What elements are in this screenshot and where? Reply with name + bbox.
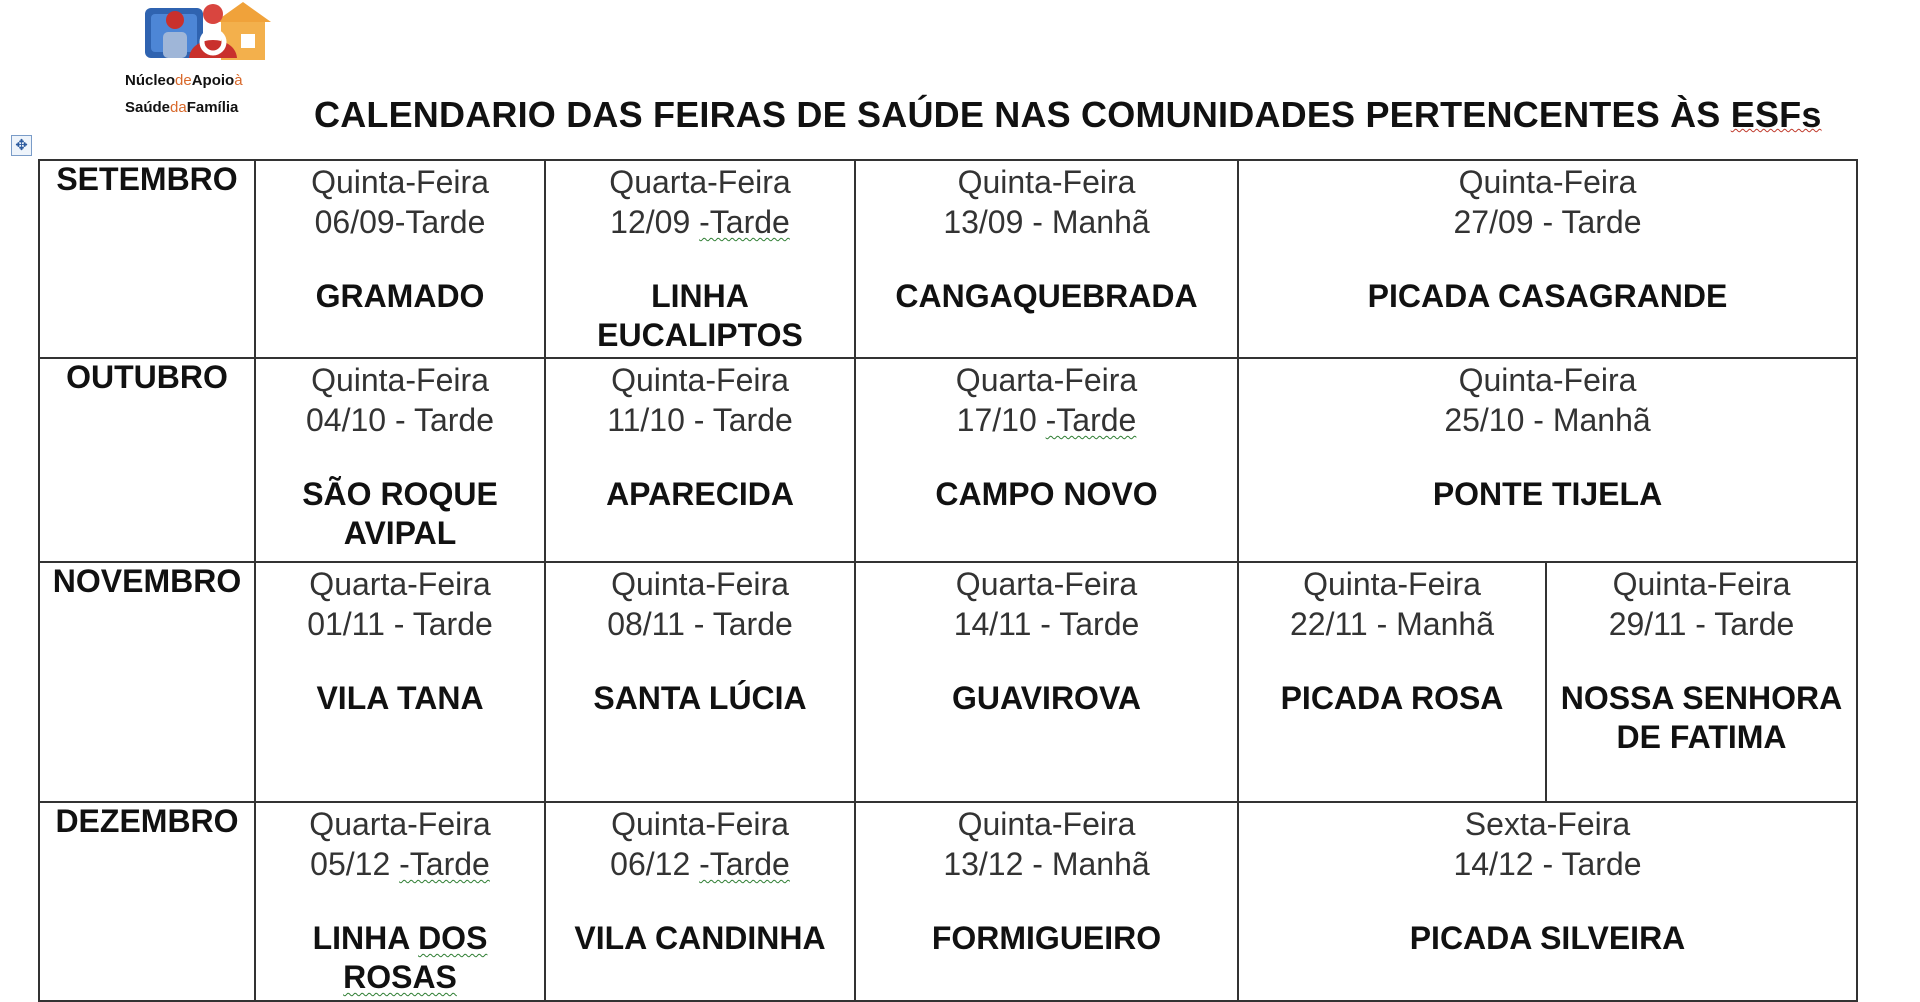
event-cell: [255, 160, 545, 358]
event-weekday: Quinta-Feira: [611, 566, 789, 602]
event-cell: [855, 562, 1238, 802]
event-date: 13/12 - Manhã: [943, 846, 1150, 882]
table-move-handle-icon[interactable]: ✥: [11, 135, 32, 156]
event-date: 12/09 -Tarde: [610, 204, 790, 240]
event-date: 29/11 - Tarde: [1608, 606, 1795, 642]
event-date: 17/10 -Tarde: [956, 402, 1137, 438]
event-weekday: Quarta-Feira: [309, 566, 491, 602]
month-label: SETEMBRO: [39, 160, 255, 358]
event-location: VILA CANDINHA: [574, 920, 826, 956]
event-location: LINHA DOS ROSAS: [312, 920, 488, 995]
document-title: CALENDARIO DAS FEIRAS DE SAÚDE NAS COMUNIDADES PERTENCENTES ÀS ESFs: [314, 94, 1822, 135]
event-date: 11/10 - Tarde: [607, 402, 793, 438]
event-date: 14/12 - Tarde: [1453, 846, 1642, 882]
event-weekday: Quinta-Feira: [1612, 566, 1791, 602]
event-cell: [545, 802, 855, 1001]
event-cell: [545, 562, 855, 802]
event-location: PICADA SILVEIRA: [1409, 920, 1686, 956]
event-cell: [255, 802, 545, 1001]
event-date: 27/09 - Tarde: [1453, 204, 1642, 240]
event-weekday: Quinta-Feira: [957, 806, 1136, 842]
event-weekday: Quarta-Feira: [955, 362, 1138, 398]
event-date: 06/12 -Tarde: [610, 846, 790, 882]
event-cell: [545, 358, 855, 562]
family-house-logo-icon: [143, 0, 278, 68]
event-weekday: Quinta-Feira: [957, 164, 1136, 200]
event-location: PICADA CASAGRANDE: [1367, 278, 1728, 314]
event-weekday: Quarta-Feira: [309, 806, 491, 842]
event-location: APARECIDA: [606, 476, 794, 512]
event-cell: [1546, 562, 1857, 802]
event-date: 25/10 - Manhã: [1444, 402, 1651, 438]
table-row: [39, 358, 1857, 562]
logo-text-line2: SaúdedaFamília: [125, 99, 239, 116]
event-weekday: Quinta-Feira: [311, 362, 489, 398]
table-row: [39, 562, 1857, 802]
event-weekday: Quarta-Feira: [609, 164, 791, 200]
event-cell: [255, 562, 545, 802]
event-cell: [855, 802, 1238, 1001]
event-weekday: Quinta-Feira: [611, 806, 789, 842]
event-cell: [1238, 562, 1546, 802]
event-date: 22/11 - Manhã: [1290, 606, 1494, 642]
event-date: 04/10 - Tarde: [306, 402, 494, 438]
month-label: NOVEMBRO: [39, 562, 255, 802]
event-location: VILA TANA: [316, 680, 484, 716]
event-location: LINHA EUCALIPTOS: [597, 278, 803, 353]
event-cell: [1238, 160, 1857, 358]
title-spellcheck-word: ESFs: [1730, 94, 1822, 135]
event-weekday: Quinta-Feira: [1458, 164, 1637, 200]
event-weekday: Sexta-Feira: [1464, 806, 1631, 842]
event-weekday: Quinta-Feira: [611, 362, 789, 398]
event-location: NOSSA SENHORA DE FATIMA: [1560, 680, 1843, 755]
table-row: [39, 160, 1857, 358]
event-location: SÃO ROQUE AVIPAL: [302, 476, 498, 551]
event-location: CAMPO NOVO: [935, 476, 1158, 512]
event-cell: [1238, 358, 1857, 562]
event-location: PICADA ROSA: [1280, 680, 1504, 716]
event-cell: [1238, 802, 1857, 1001]
event-date: 14/11 - Tarde: [953, 606, 1140, 642]
event-cell: [855, 358, 1238, 562]
event-date: 08/11 - Tarde: [607, 606, 793, 642]
event-cell: [255, 358, 545, 562]
logo-text-line1: NúcleodeApoioà: [125, 72, 243, 89]
month-label: DEZEMBRO: [39, 802, 255, 1001]
event-location: CANGAQUEBRADA: [895, 278, 1198, 314]
table-row: [39, 802, 1857, 1001]
event-cell: [545, 160, 855, 358]
event-location: GRAMADO: [315, 278, 485, 314]
event-date: 06/09-Tarde: [314, 204, 486, 240]
health-fair-calendar-table: [38, 159, 1858, 1002]
event-date: 13/09 - Manhã: [943, 204, 1150, 240]
event-location: GUAVIROVA: [951, 680, 1142, 716]
event-cell: [855, 160, 1238, 358]
event-date: 05/12 -Tarde: [310, 846, 490, 882]
nasf-logo: [125, 0, 305, 122]
month-label: OUTUBRO: [39, 358, 255, 562]
event-date: 01/11 - Tarde: [307, 606, 493, 642]
event-location: FORMIGUEIRO: [931, 920, 1162, 956]
event-weekday: Quarta-Feira: [955, 566, 1138, 602]
event-weekday: Quinta-Feira: [1458, 362, 1637, 398]
event-weekday: Quinta-Feira: [311, 164, 489, 200]
event-weekday: Quinta-Feira: [1303, 566, 1481, 602]
event-location: PONTE TIJELA: [1432, 476, 1663, 512]
event-location: SANTA LÚCIA: [593, 680, 807, 716]
